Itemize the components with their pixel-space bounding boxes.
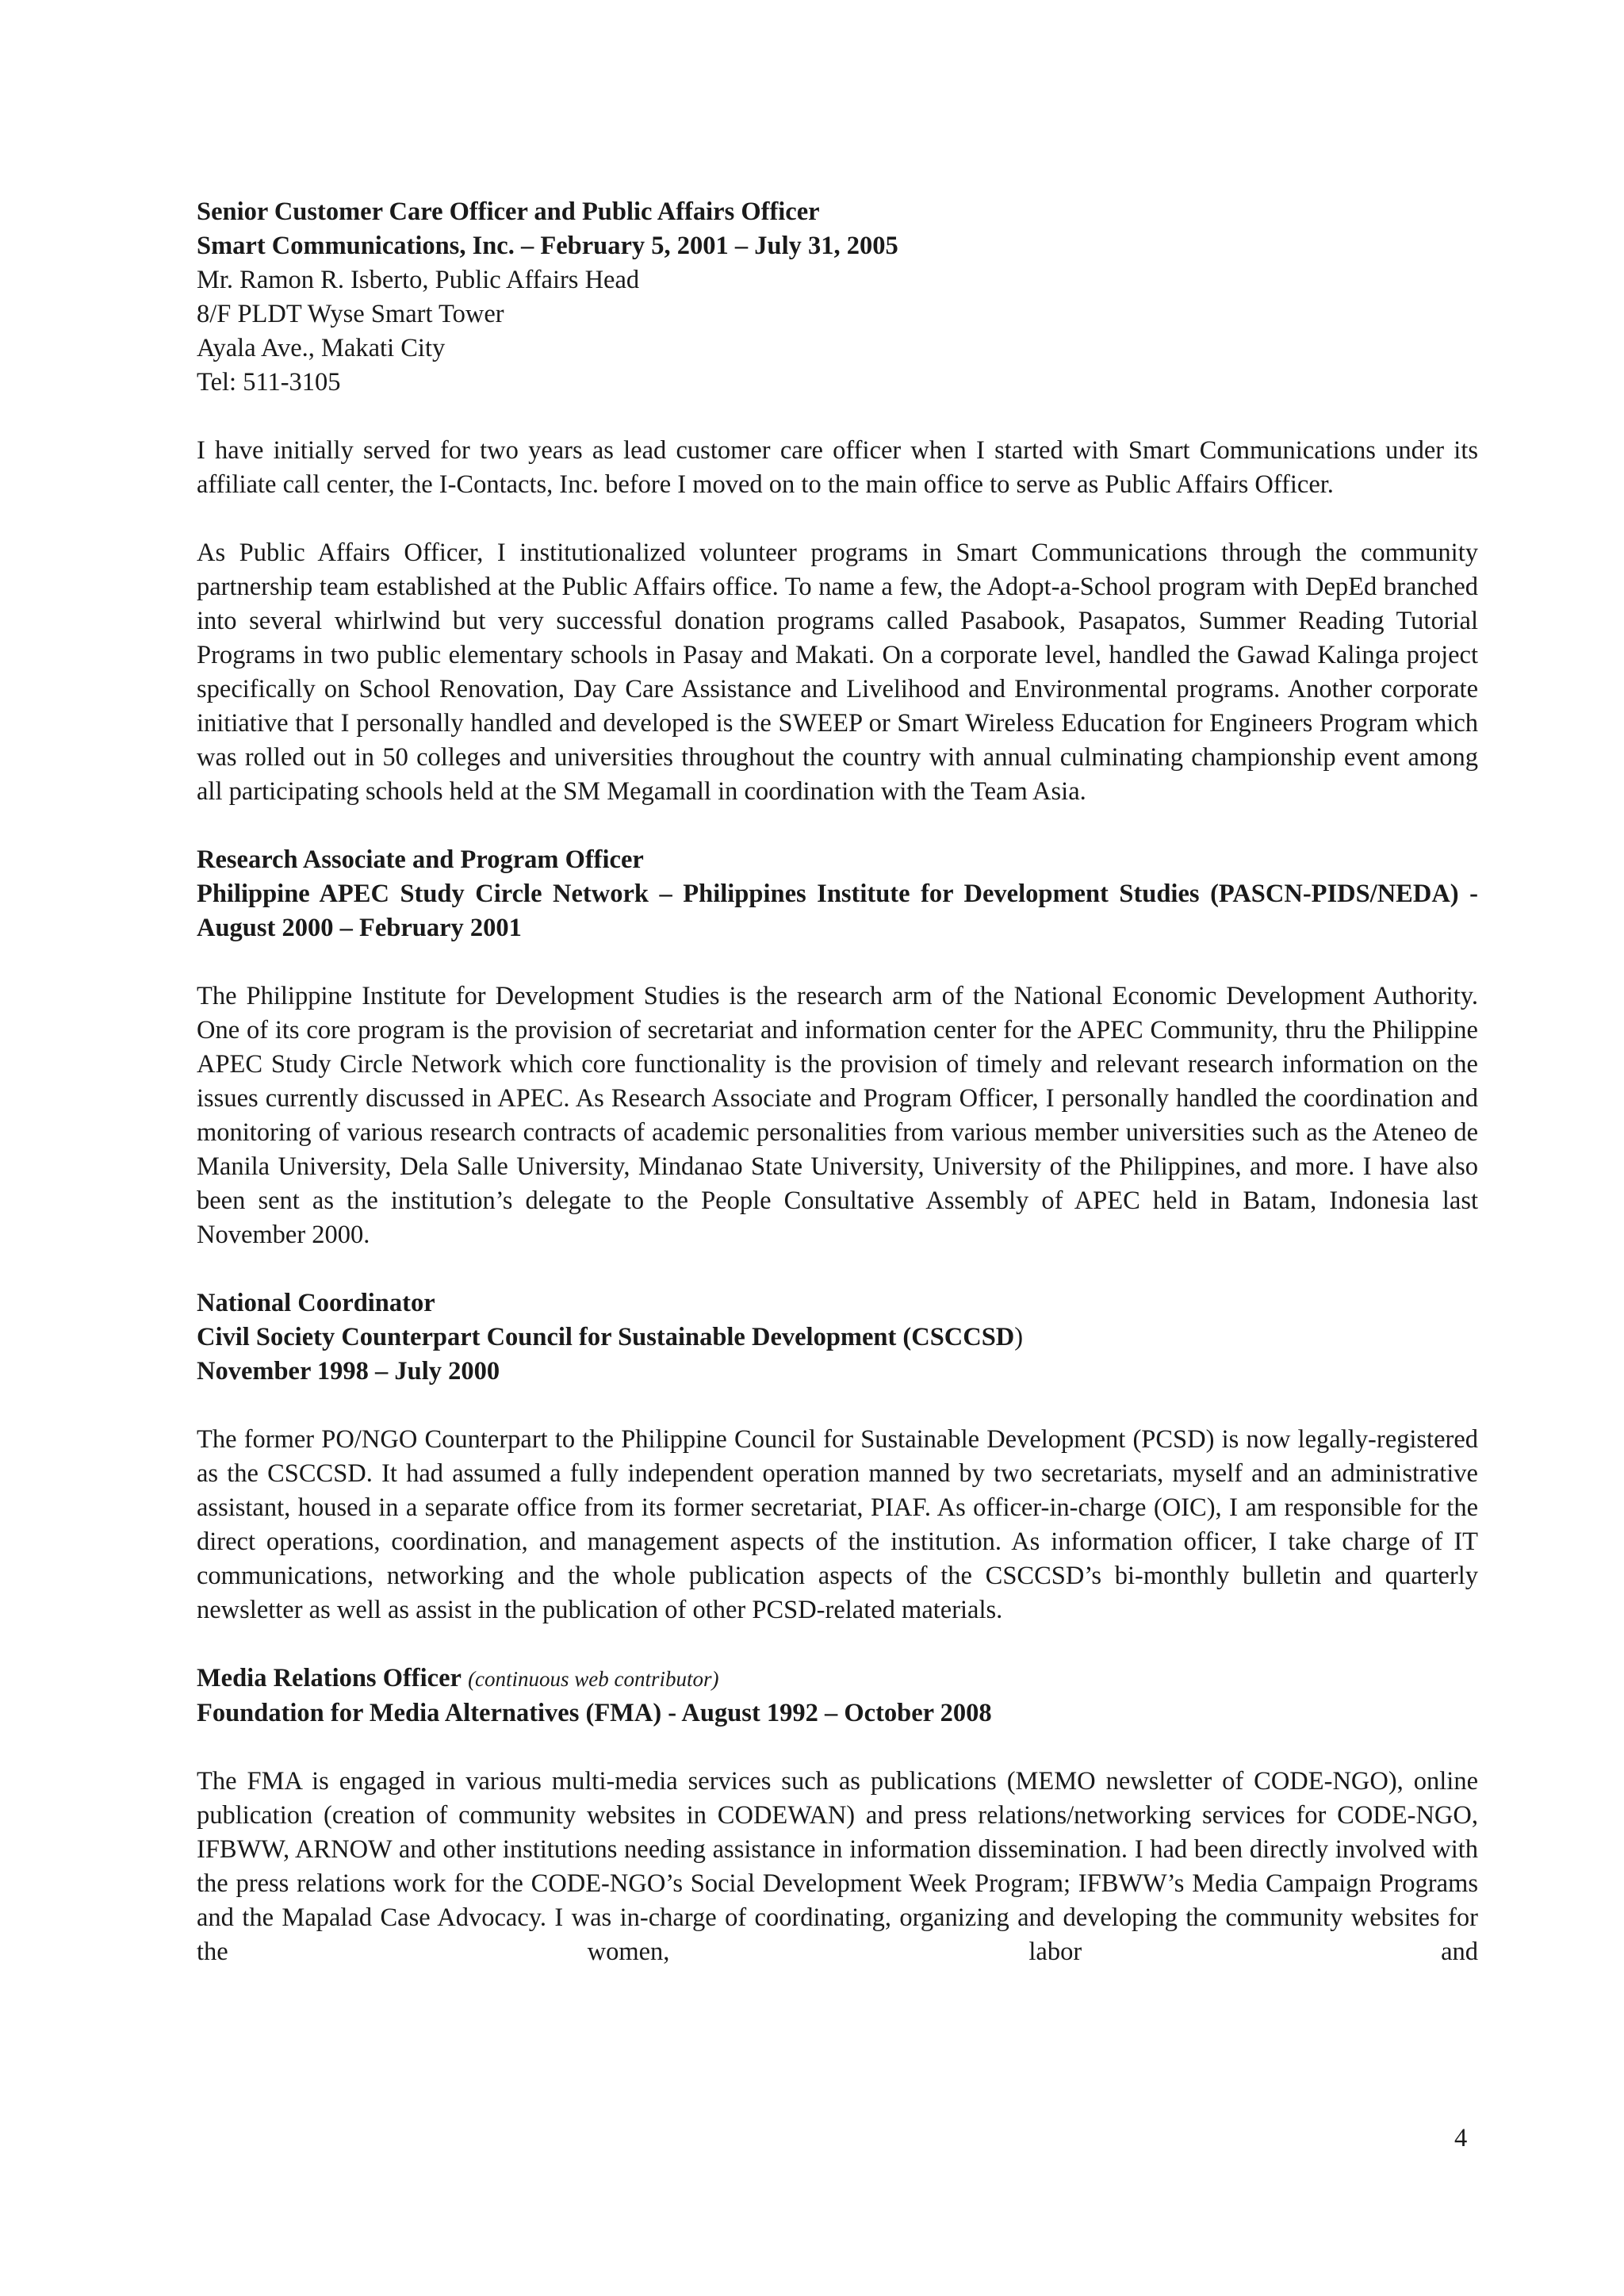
job-title: Research Associate and Program Officer (197, 845, 644, 874)
job-section-pascn (197, 843, 1478, 1252)
job-organization (197, 1320, 1478, 1355)
job-organization: Foundation for Media Alternatives (FMA) - August 1992 – October 2008 (197, 1699, 992, 1727)
document-page (197, 195, 1478, 1969)
job-section-smart (197, 195, 1478, 809)
job-organization: Smart Communications, Inc. – February 5, 2001 – July 31, 2005 (197, 232, 898, 260)
job-section-csccsd (197, 1286, 1478, 1627)
contact-line: Ayala Ave., Makati City (197, 334, 446, 362)
contact-line: Mr. Ramon R. Isberto, Public Affairs Head (197, 266, 640, 294)
job-description: The former PO/NGO Counterpart to the Philippine Council for Sustainable Development (PCSD) is now legally-registered as the CSCCSD. It had assumed a fully independent operation manned by two secretariats, myself and an administrative assistant, housed in a separate office from its former secretariat, PIAF. As officer-in-charge (OIC), I am responsible for the direct operations, coordination, and management aspects of the institution. As information officer, I take charge of IT communications, networking and the whole publication aspects of the CSCCSD’s bi-monthly bulletin and quarterly newsletter as well as assist in the publication of other PCSD-related materials. (197, 1425, 1478, 1624)
job-description: As Public Affairs Officer, I institutionalized volunteer programs in Smart Communications through the community partnership team established at the Public Affairs office. To name a few, the Adopt-a-School program with DepEd branched into several whirlwind but very successful donation programs called Pasabook, Pasapatos, Summer Reading Tutorial Programs in two public elementary schools in Pasay and Makati. On a corporate level, handled the Gawad Kalinga project specifically on School Renovation, Day Care Assistance and Livelihood and Environmental programs. Another corporate initiative that I personally handled and developed is the SWEEP or Smart Wireless Education for Engineers Program which was rolled out in 50 colleges and universities throughout the country with annual culminating championship event among all participating schools held at the SM Megamall in coordination with the Team Asia. (197, 539, 1478, 806)
job-description: The Philippine Institute for Development Studies is the research arm of the National Economic Development Authority. One of its core program is the provision of secretariat and information center for the APEC Community, thru the Philippine APEC Study Circle Network which core functionality is the provision of timely and relevant research information on the issues currently discussed in APEC. As Research Associate and Program Officer, I personally handled the coordination and monitoring of various research contracts of academic personalities from various member universities such as the Ateneo de Manila University, Dela Salle University, Mindanao State University, University of the Philippines, and more. I have also been sent as the institution’s delegate to the People Consultative Assembly of APEC held in Batam, Indonesia last November 2000. (197, 982, 1478, 1249)
job-organization-name: Civil Society Counterpart Council for Sustainable Development (CSCCSD (197, 1323, 1015, 1351)
job-section-fma (197, 1662, 1478, 1969)
job-description: The FMA is engaged in various multi-media services such as publications (MEMO newsletter of CODE-NGO), online publication (creation of community websites in CODEWAN) and press relations/networking services for CODE-NGO, IFBWW, ARNOW and other institutions needing assistance in information dissemination. I had been directly involved with the press relations work for the CODE-NGO’s Social Development Week Program; IFBWW’s Media Campaign Programs and the Mapalad Case Advocacy. I was in-charge of coordinating, organizing and developing the community websites for the women, labor and (197, 1767, 1478, 1966)
job-title: Senior Customer Care Officer and Public Affairs Officer (197, 197, 820, 226)
job-title-line (197, 1662, 1478, 1696)
job-dates: November 1998 – July 2000 (197, 1357, 500, 1386)
job-organization: Philippine APEC Study Circle Network – Philippines Institute for Development Studies (PASCN-PIDS/NEDA) - August 2000 – February 2001 (197, 880, 1478, 942)
page-number: 4 (1454, 2124, 1468, 2152)
job-title-note: (continuous web contributor) (468, 1667, 719, 1691)
job-title: National Coordinator (197, 1289, 435, 1317)
job-title: Media Relations Officer (197, 1664, 462, 1692)
job-organization-tail: ) (1014, 1323, 1024, 1351)
job-description: I have initially served for two years as lead customer care officer when I started with Smart Communications under its affiliate call center, the I-Contacts, Inc. before I moved on to the main office to serve as Public Affairs Officer. (197, 436, 1478, 499)
contact-line: Tel: 511-3105 (197, 368, 341, 397)
contact-line: 8/F PLDT Wyse Smart Tower (197, 300, 504, 328)
